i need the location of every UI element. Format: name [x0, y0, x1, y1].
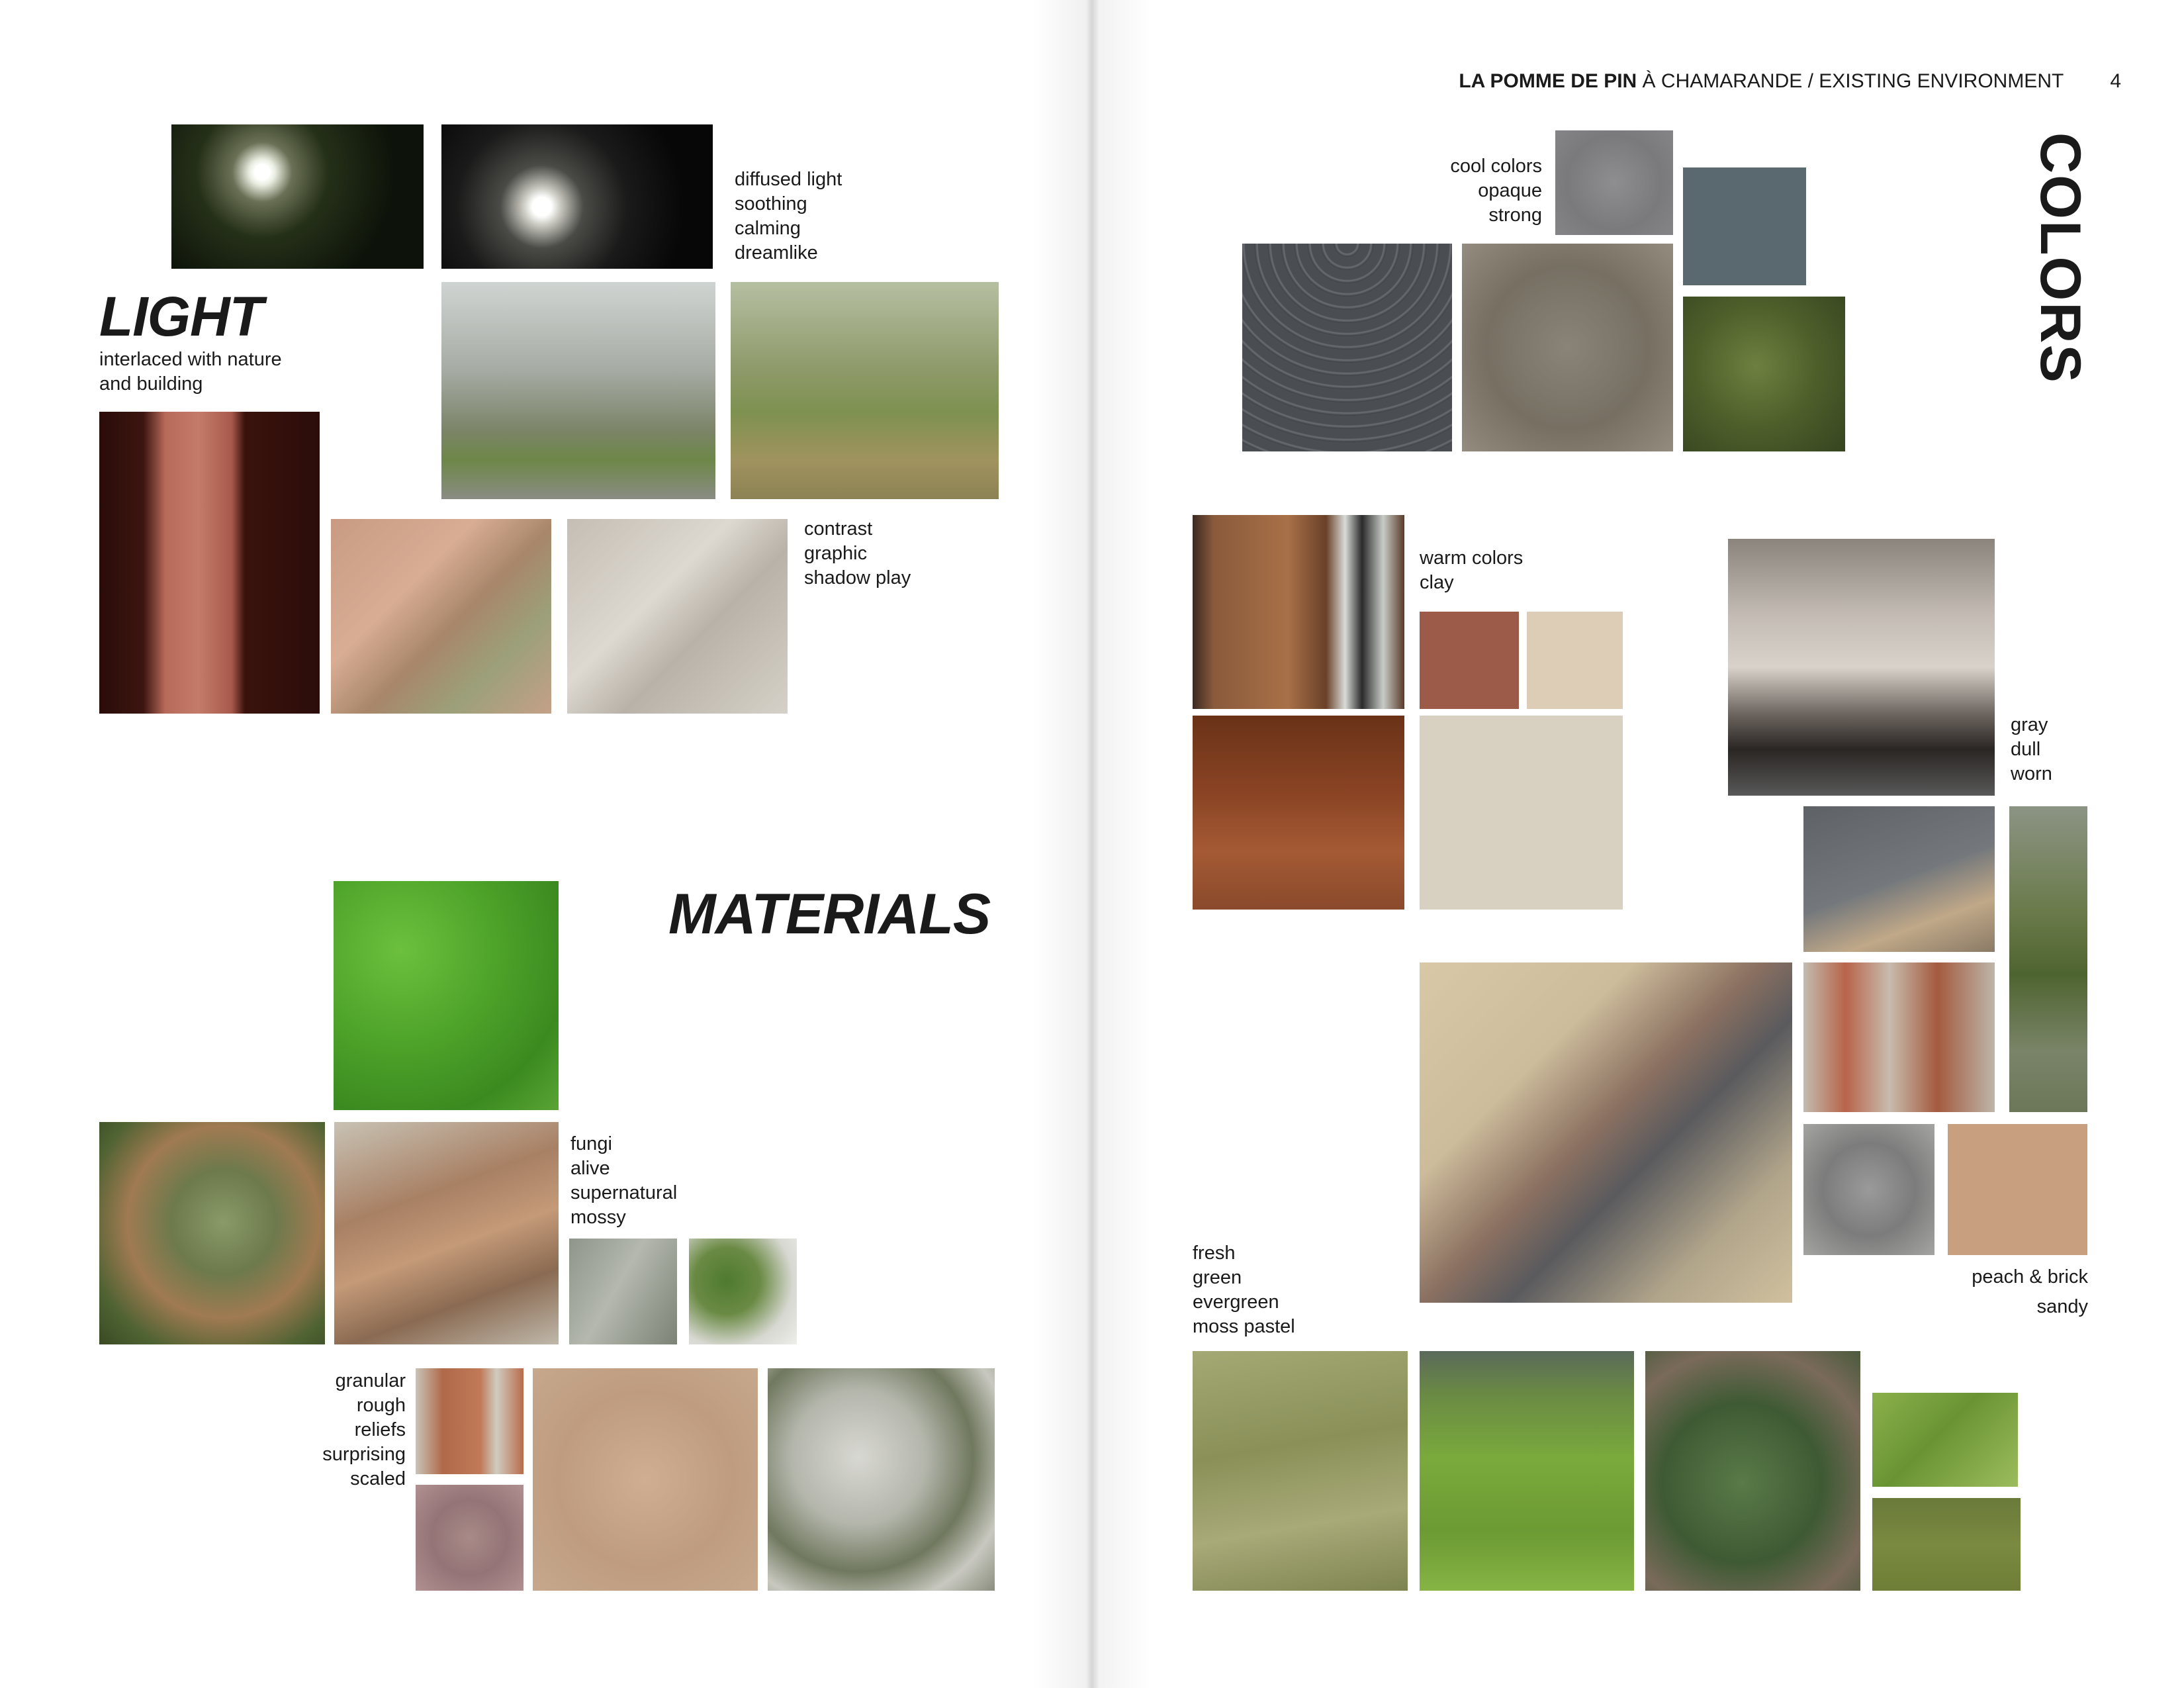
photo-door-light [99, 412, 320, 714]
caption-fungi: fungi alive supernatural mossy [570, 1133, 678, 1228]
photo-lawn-sunlit [1420, 1351, 1634, 1591]
caption-contrast: contrast graphic shadow play [804, 518, 911, 588]
swatch-gray-asphalt [1555, 130, 1673, 235]
caption-sandy: sandy [2036, 1296, 2088, 1317]
photo-moss-green [334, 881, 559, 1110]
swatch-terracotta [1420, 612, 1519, 709]
photo-moss-on-stone [689, 1239, 797, 1344]
photo-willow-branches [1193, 1351, 1408, 1591]
photo-slate-roof-dormer [1803, 806, 1995, 952]
swatch-beige [1527, 612, 1623, 709]
heading-materials: MATERIALS [668, 882, 991, 946]
running-header [1459, 70, 2121, 93]
caption-granular: granular rough reliefs surprising scaled [322, 1370, 406, 1489]
caption-warm-colors: warm colors clay [1420, 547, 1524, 593]
page-number: 4 [2110, 70, 2121, 92]
photo-sandy-render [533, 1368, 758, 1591]
photo-sun-through-leaves [171, 124, 424, 269]
photo-bamboo-leaves [1872, 1393, 2018, 1487]
photo-clay-wall [1193, 716, 1404, 910]
caption-gray: gray dull worn [2011, 714, 2052, 784]
photo-conifer-green [1683, 297, 1845, 451]
swatch-slate-blue [1683, 167, 1806, 285]
photo-lichen-bark [768, 1368, 995, 1591]
photo-slate-fish-scale-roof [1242, 244, 1452, 451]
heading-colors: COLORS [2028, 132, 2092, 384]
photo-turkey-tail-fungi [99, 1122, 325, 1344]
header-title-place: À CHAMARANDE [1637, 70, 1803, 92]
caption-cool-colors: cool colors opaque strong [1450, 156, 1542, 226]
photo-bamboo-shadow-wall [331, 519, 551, 714]
photo-branch-shadow-wall [567, 519, 788, 714]
photo-park-trees-shadows [731, 282, 999, 499]
photo-mossy-wall-strip [2009, 806, 2087, 1112]
photo-bracket-fungi-tree [334, 1122, 559, 1344]
photo-carved-wood-trim [1728, 539, 1995, 796]
photo-grass-field [1872, 1498, 2021, 1591]
photo-tree-bark-small [569, 1239, 677, 1344]
page-gutter [1032, 0, 1152, 1688]
photo-brick-and-stone [1803, 962, 1995, 1112]
photo-gray-granite [1803, 1124, 1934, 1255]
photo-ivy-on-tree [1645, 1351, 1860, 1591]
header-title-bold: LA POMME DE PIN [1459, 70, 1637, 92]
heading-light: LIGHT [99, 285, 263, 348]
photo-peach-render [1948, 1124, 2087, 1255]
photo-sun-through-trees [441, 124, 713, 269]
caption-peach-brick: peach & brick [1972, 1266, 2088, 1288]
photo-gravel-ground [1462, 244, 1673, 451]
caption-diffused-light: diffused light soothing calming dreamlike [735, 169, 842, 263]
photo-sand-plaster [1420, 716, 1623, 910]
photo-pink-granite [416, 1485, 523, 1591]
photo-awning-facade [1420, 962, 1792, 1303]
photo-brick-stone-small [416, 1368, 523, 1474]
subtitle-light: interlaced with nature and building [99, 349, 282, 395]
photo-interior-window-clay [1193, 515, 1404, 709]
photo-park-trees-misty [441, 282, 715, 499]
header-section: / EXISTING ENVIRONMENT [1802, 70, 2064, 92]
caption-fresh: fresh green evergreen moss pastel [1193, 1243, 1295, 1337]
